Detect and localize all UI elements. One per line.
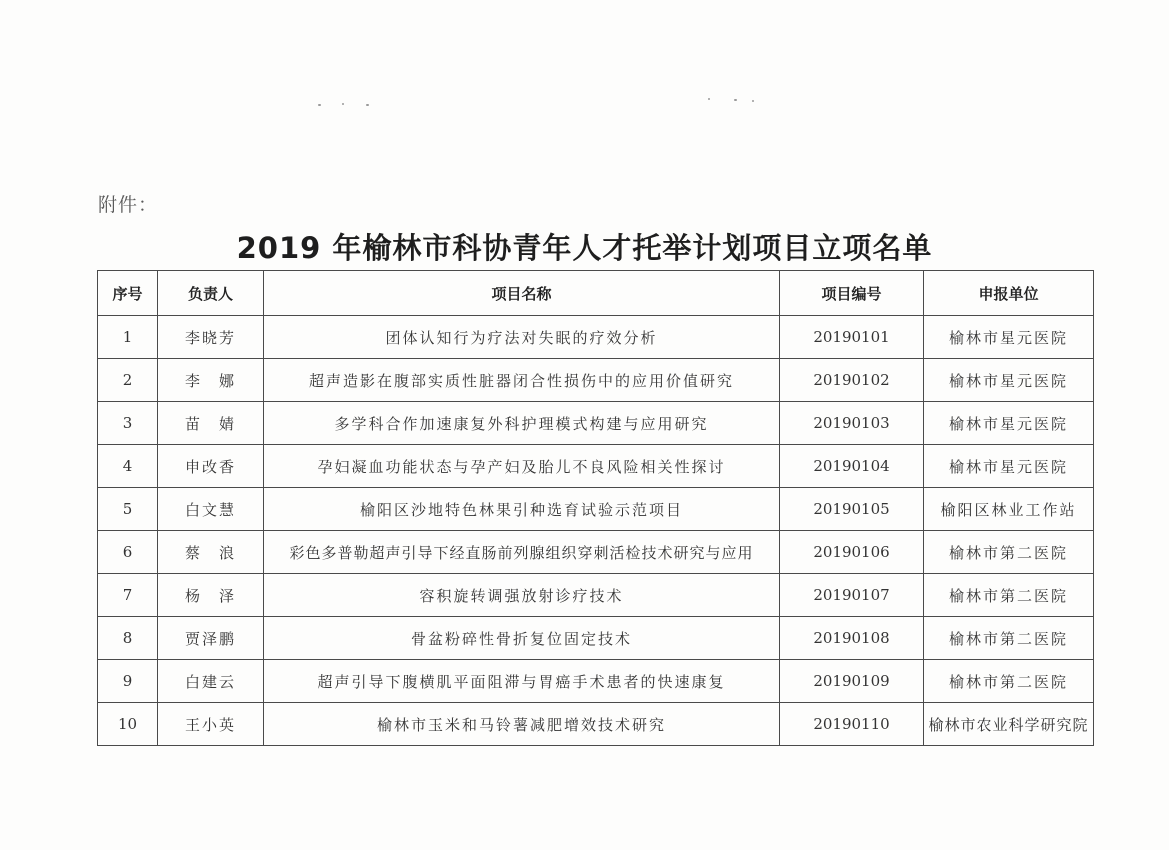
header-leader: 负责人	[158, 271, 264, 316]
cell-project-name: 孕妇凝血功能状态与孕产妇及胎儿不良风险相关性探讨	[264, 445, 780, 488]
scan-speck	[734, 99, 737, 101]
cell-seq: 8	[98, 617, 158, 660]
cell-leader: 王小英	[158, 703, 264, 746]
cell-seq: 4	[98, 445, 158, 488]
cell-unit: 榆林市第二医院	[924, 531, 1094, 574]
table-row	[98, 531, 1094, 574]
cell-project-code: 20190105	[780, 488, 924, 531]
header-unit: 申报单位	[924, 271, 1094, 316]
cell-seq: 10	[98, 703, 158, 746]
cell-project-name: 超声引导下腹横肌平面阻滞与胃癌手术患者的快速康复	[264, 660, 780, 703]
table-row	[98, 574, 1094, 617]
cell-project-code: 20190109	[780, 660, 924, 703]
scan-speck	[366, 104, 369, 106]
cell-project-code: 20190106	[780, 531, 924, 574]
cell-project-code: 20190107	[780, 574, 924, 617]
attachment-label: 附件：	[98, 194, 159, 216]
cell-seq: 6	[98, 531, 158, 574]
cell-leader: 白文慧	[158, 488, 264, 531]
project-list-table	[97, 270, 1094, 746]
cell-leader: 蔡 浪	[158, 531, 264, 574]
document-title: 2019 年榆林市科协青年人才托举计划项目立项名单	[236, 231, 933, 265]
cell-seq: 5	[98, 488, 158, 531]
header-seq: 序号	[98, 271, 158, 316]
cell-project-name: 容积旋转调强放射诊疗技术	[264, 574, 780, 617]
cell-seq: 9	[98, 660, 158, 703]
cell-unit: 榆林市星元医院	[924, 316, 1094, 359]
cell-unit: 榆林市第二医院	[924, 660, 1094, 703]
cell-project-code: 20190102	[780, 359, 924, 402]
cell-leader: 李晓芳	[158, 316, 264, 359]
table-row	[98, 703, 1094, 746]
table-row	[98, 316, 1094, 359]
cell-unit: 榆阳区林业工作站	[924, 488, 1094, 531]
header-project-name: 项目名称	[264, 271, 780, 316]
cell-project-code: 20190108	[780, 617, 924, 660]
cell-unit: 榆林市星元医院	[924, 445, 1094, 488]
table-header-row	[98, 271, 1094, 316]
scan-speck	[318, 104, 321, 106]
cell-leader: 申改香	[158, 445, 264, 488]
cell-unit: 榆林市农业科学研究院	[924, 703, 1094, 746]
cell-project-name: 榆阳区沙地特色林果引种选育试验示范项目	[264, 488, 780, 531]
cell-seq: 7	[98, 574, 158, 617]
cell-project-name: 团体认知行为疗法对失眠的疗效分析	[264, 316, 780, 359]
cell-project-name: 彩色多普勒超声引导下经直肠前列腺组织穿刺活检技术研究与应用	[264, 531, 780, 574]
cell-leader: 杨 泽	[158, 574, 264, 617]
cell-project-code: 20190104	[780, 445, 924, 488]
cell-leader: 苗 婧	[158, 402, 264, 445]
table-row	[98, 660, 1094, 703]
cell-leader: 贾泽鹏	[158, 617, 264, 660]
table-row	[98, 617, 1094, 660]
cell-project-code: 20190110	[780, 703, 924, 746]
table-row	[98, 402, 1094, 445]
scan-speck	[708, 98, 710, 100]
cell-project-name: 榆林市玉米和马铃薯减肥增效技术研究	[264, 703, 780, 746]
header-project-code: 项目编号	[780, 271, 924, 316]
cell-seq: 2	[98, 359, 158, 402]
table-row	[98, 488, 1094, 531]
cell-seq: 1	[98, 316, 158, 359]
cell-seq: 3	[98, 402, 158, 445]
cell-project-name: 超声造影在腹部实质性脏器闭合性损伤中的应用价值研究	[264, 359, 780, 402]
scan-speck	[752, 100, 754, 102]
cell-unit: 榆林市第二医院	[924, 574, 1094, 617]
cell-project-code: 20190101	[780, 316, 924, 359]
cell-project-name: 骨盆粉碎性骨折复位固定技术	[264, 617, 780, 660]
cell-unit: 榆林市星元医院	[924, 402, 1094, 445]
table-row	[98, 445, 1094, 488]
cell-unit: 榆林市第二医院	[924, 617, 1094, 660]
scan-speck	[342, 103, 344, 105]
cell-leader: 李 娜	[158, 359, 264, 402]
table-row	[98, 359, 1094, 402]
cell-project-code: 20190103	[780, 402, 924, 445]
cell-unit: 榆林市星元医院	[924, 359, 1094, 402]
cell-project-name: 多学科合作加速康复外科护理模式构建与应用研究	[264, 402, 780, 445]
cell-leader: 白建云	[158, 660, 264, 703]
